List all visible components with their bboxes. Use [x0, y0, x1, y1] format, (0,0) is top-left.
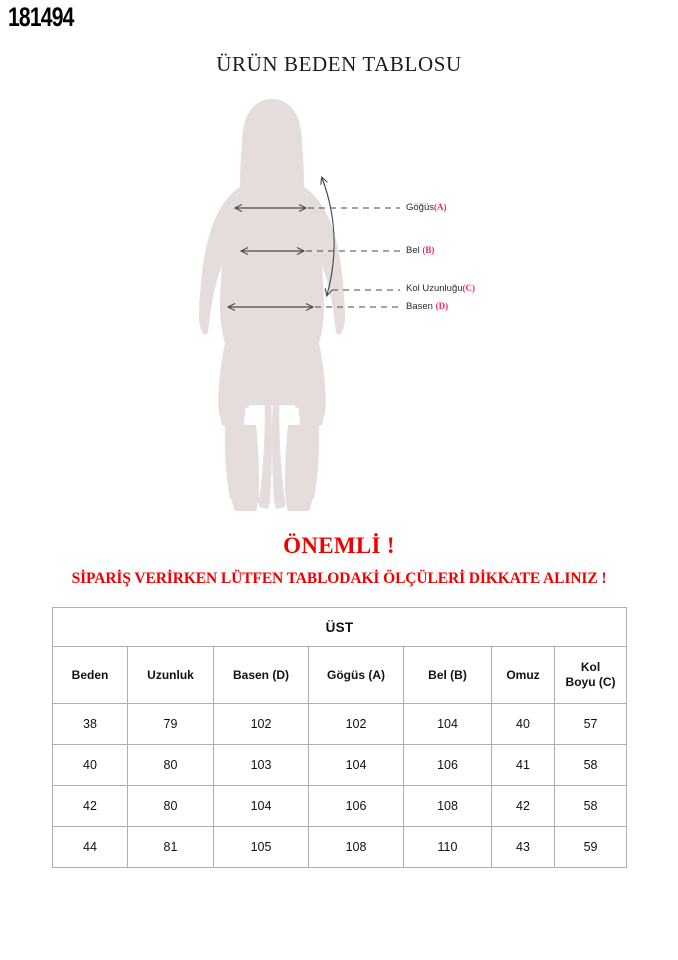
column-header-basen: Basen (D): [214, 647, 309, 704]
label-waist: [406, 245, 434, 256]
cell-basen: 104: [214, 786, 309, 827]
label-chest-code: (A): [434, 202, 447, 212]
cell-omuz: 43: [492, 827, 555, 868]
column-header-kol-boyu: [555, 647, 627, 704]
table-row: [53, 745, 627, 786]
warning-subline: SİPARİŞ VERİRKEN LÜTFEN TABLODAKİ ÖLÇÜLERİ DİKKATE ALINIZ !: [71, 570, 607, 587]
size-table-container: [52, 607, 626, 868]
table-column-header-row: [53, 647, 627, 704]
cell-gogus: 108: [309, 827, 404, 868]
label-waist-code: (B): [422, 245, 435, 255]
cell-beden: 42: [53, 786, 128, 827]
size-table-body: [53, 704, 627, 868]
label-chest-text: Göğüs: [406, 202, 434, 213]
cell-basen: 103: [214, 745, 309, 786]
cell-beden: 44: [53, 827, 128, 868]
column-header-kol-line2: Boyu (C): [565, 675, 616, 689]
page-title: ÜRÜN BEDEN TABLOSU: [216, 52, 462, 76]
label-hip-text: Basen: [406, 301, 436, 312]
label-arm-length-text: Kol Uzunluğu: [406, 283, 463, 294]
table-row: [53, 704, 627, 745]
cell-uzunluk: 81: [128, 827, 214, 868]
label-hip-code: (D): [435, 301, 449, 311]
size-table: [52, 607, 627, 868]
label-arm-length-code: (C): [462, 283, 476, 293]
cell-uzunluk: 80: [128, 786, 214, 827]
column-header-kol-line1: Kol: [580, 660, 601, 674]
cell-beden: 40: [53, 745, 128, 786]
cell-omuz: 42: [492, 786, 555, 827]
cell-bel: 110: [404, 827, 492, 868]
female-silhouette-shape: [199, 99, 345, 511]
product-code: 181494: [8, 2, 74, 32]
label-hip: [406, 301, 448, 312]
label-waist-text: Bel: [406, 245, 423, 256]
column-header-beden: Beden: [53, 647, 128, 704]
cell-gogus: 106: [309, 786, 404, 827]
cell-bel: 108: [404, 786, 492, 827]
column-header-omuz: Omuz: [492, 647, 555, 704]
cell-uzunluk: 80: [128, 745, 214, 786]
cell-gogus: 104: [309, 745, 404, 786]
column-header-uzunluk: Uzunluk: [128, 647, 214, 704]
label-chest: [406, 202, 447, 213]
cell-kol: 58: [555, 786, 627, 827]
cell-bel: 106: [404, 745, 492, 786]
cell-gogus: 102: [309, 704, 404, 745]
label-arm-length: [406, 283, 475, 294]
cell-omuz: 41: [492, 745, 555, 786]
cell-bel: 104: [404, 704, 492, 745]
figure-svg: [0, 95, 678, 525]
table-row: [53, 827, 627, 868]
warning-headline: ÖNEMLİ !: [283, 533, 395, 558]
table-row: [53, 786, 627, 827]
column-header-gogus: Gögüs (A): [309, 647, 404, 704]
table-group-header: ÜST: [53, 608, 627, 647]
cell-omuz: 40: [492, 704, 555, 745]
table-group-header-row: [53, 608, 627, 647]
body-measurement-diagram: [0, 95, 678, 525]
cell-kol: 57: [555, 704, 627, 745]
cell-beden: 38: [53, 704, 128, 745]
cell-basen: 105: [214, 827, 309, 868]
cell-kol: 58: [555, 745, 627, 786]
size-table-head: [53, 608, 627, 704]
cell-basen: 102: [214, 704, 309, 745]
cell-kol: 59: [555, 827, 627, 868]
cell-uzunluk: 79: [128, 704, 214, 745]
column-header-bel: Bel (B): [404, 647, 492, 704]
